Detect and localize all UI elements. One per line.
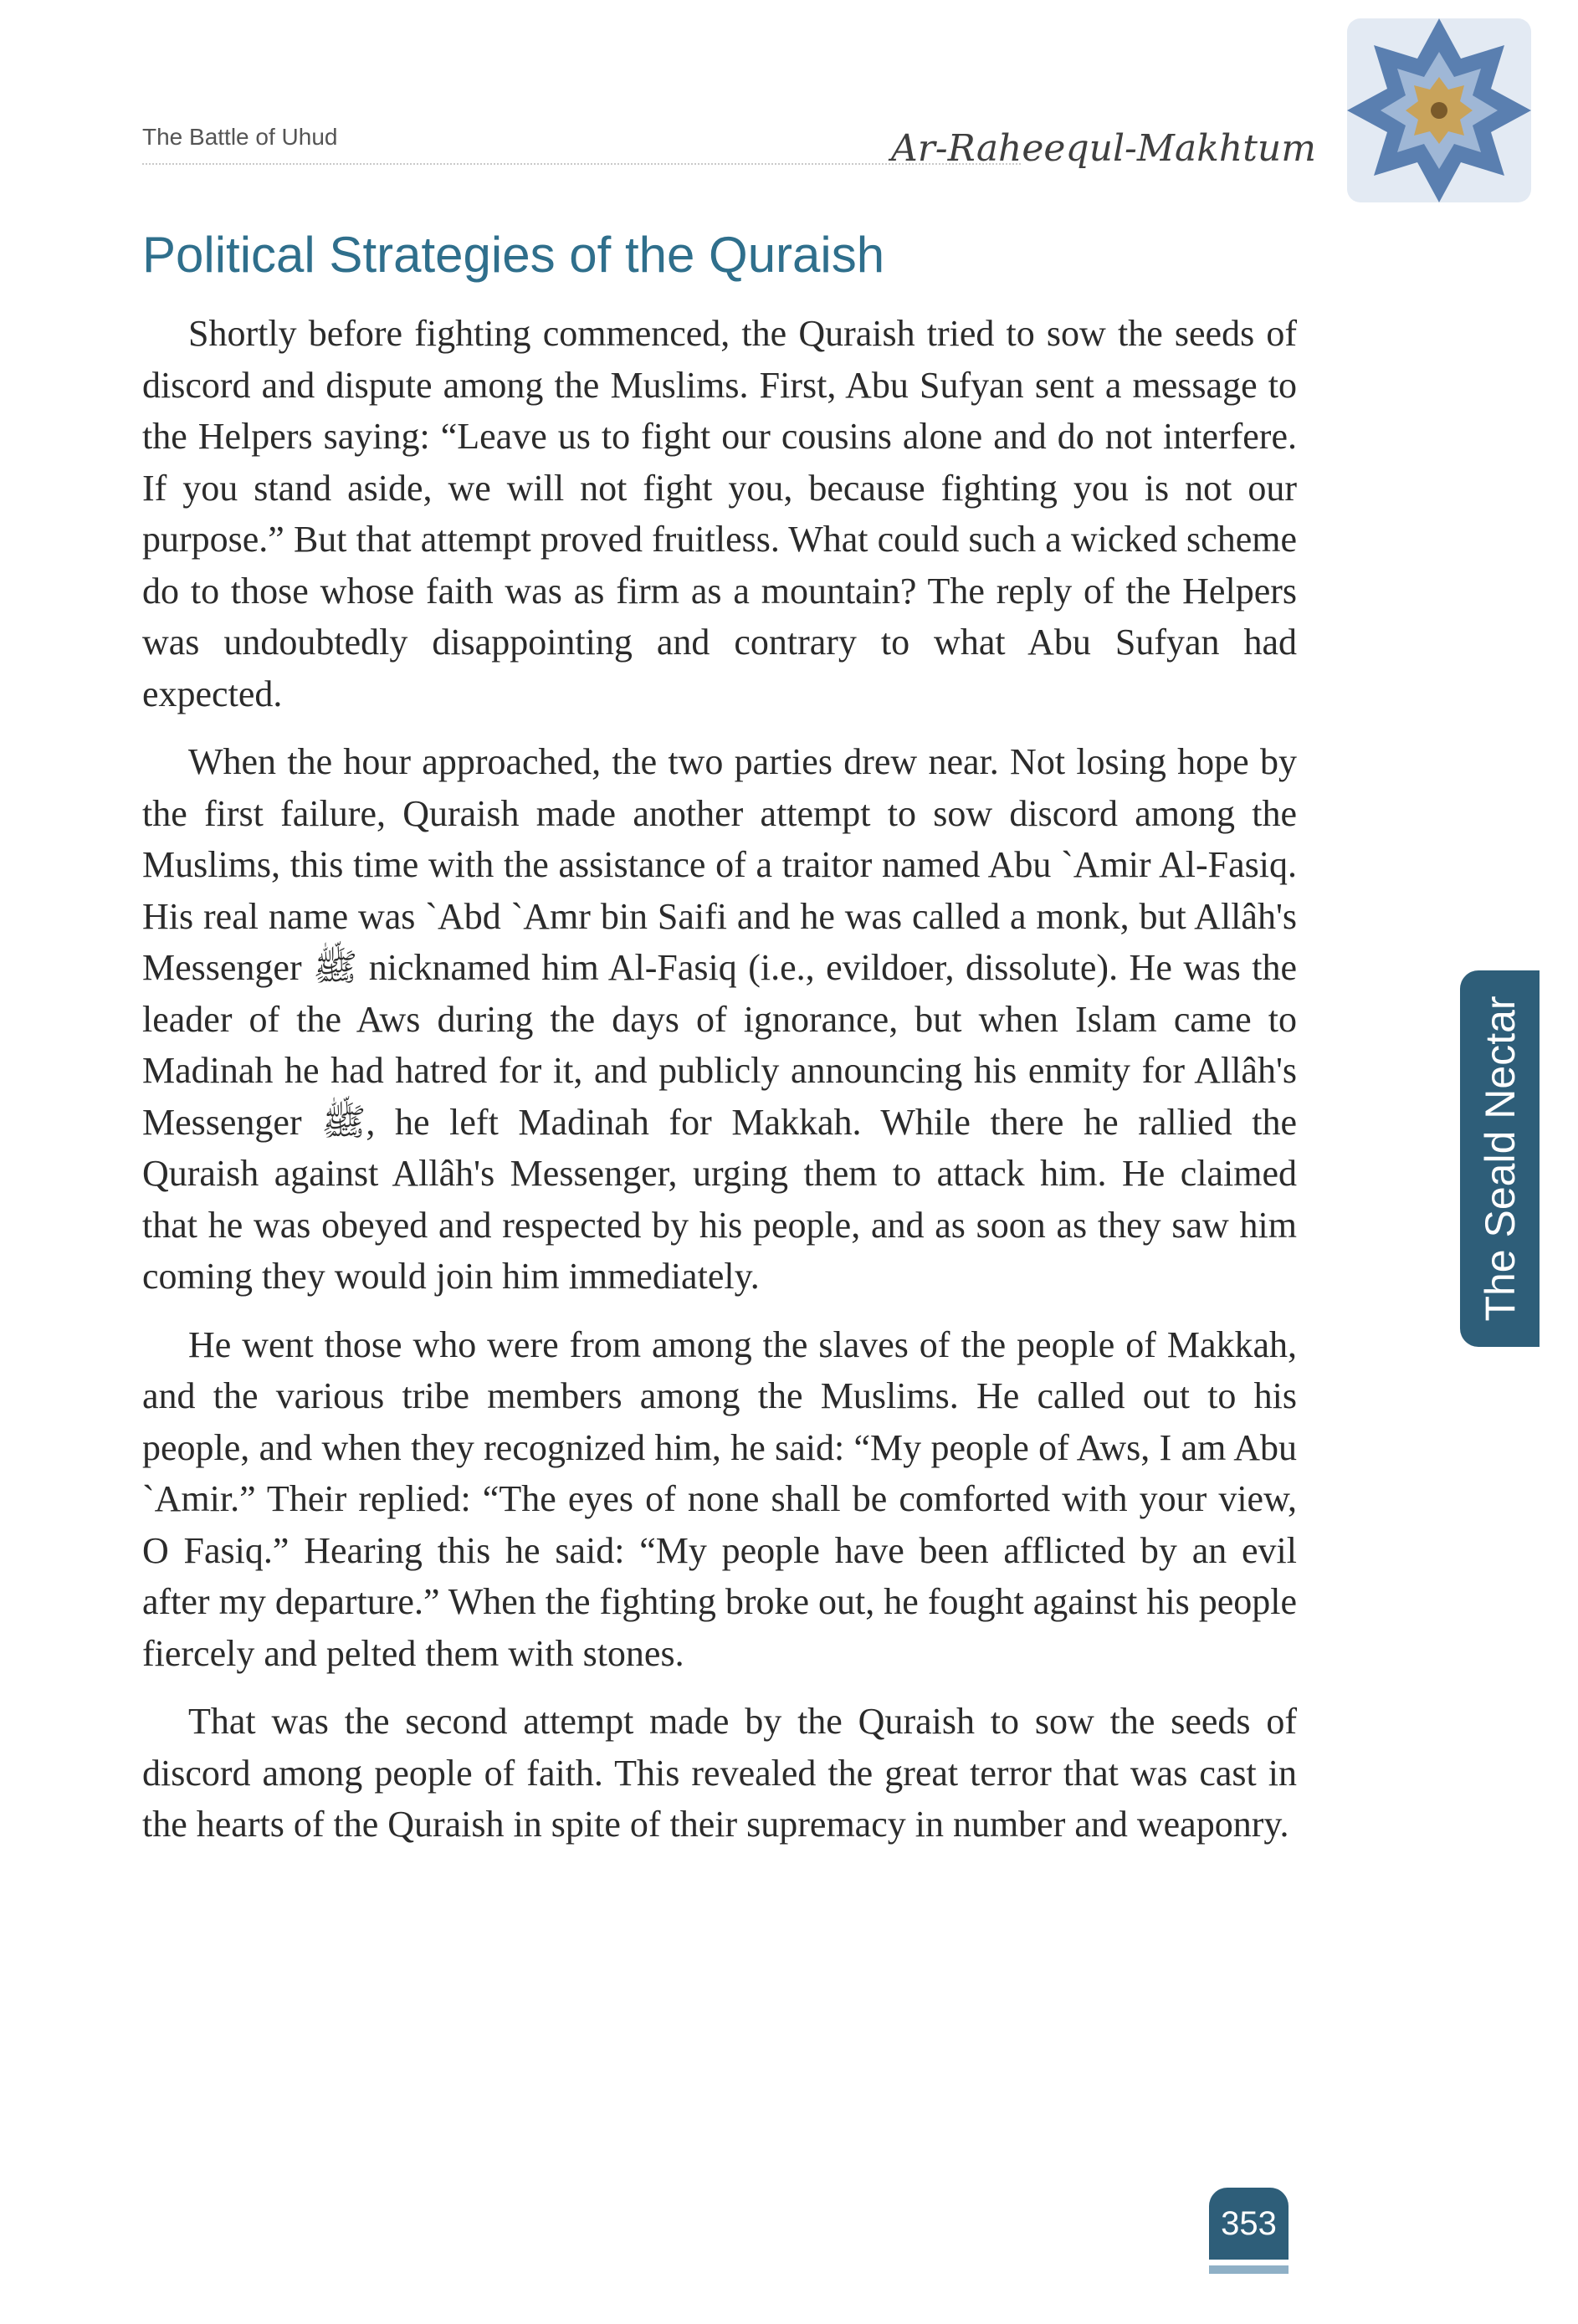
islamic-star-ornament-icon xyxy=(1339,10,1540,211)
paragraph: That was the second attempt made by the Quraish to sow the seeds of discord among people of faith. This revealed the great terror that was cast in the hearts of the Quraish in spite of their supremacy in number and weaponry. xyxy=(142,1701,1297,1845)
paragraph: When the hour approached, the two parties drew near. Not losing hope by the first failure, Quraish made another attempt to sow discord among the Muslims, this time with the assistance of a traitor named Abu `Amir Al-Fasiq. His real name was `Abd `Amr bin Saifi and he was called a monk, but Allâh's Messenger ﷺ nicknamed him Al-Fasiq (i.e., evildoer, dissolute). He was the leader of the Aws during the days of ignorance, but when Islam came to Madinah he had hatred for it, and publicly announcing his enmity for Allâh's Messenger ﷺ, he left Madinah for Makkah. While there he rallied the Quraish against Allâh's Messenger, urging them to attack him. He claimed that he was obeyed and respected by his people, and as soon as they saw him coming they would join him immediately. xyxy=(142,741,1298,1297)
header-divider xyxy=(142,163,1021,165)
running-header-book-title: Ar-Raheequl-Makhtum xyxy=(891,127,1316,170)
paragraph: He went those who were from among the slaves of the people of Makkah, and the various tribe members among the Muslims. He called out to his people, and when they recognized him, he said: “My people of Aws, I am Abu `Amir.” Their replied: “The eyes of none shall be comforted with your view, O Fasiq.” Hearing this he said: “My people have been afflicted by an evil after my departure.” When the fighting broke out, he fought against his people fiercely and pelted them with stones. xyxy=(142,1323,1297,1674)
page-number-underline xyxy=(1209,2265,1289,2274)
body-text xyxy=(142,308,1297,1867)
running-header-chapter: The Battle of Uhud xyxy=(142,124,338,150)
side-tab-label: The Seald Nectar xyxy=(1476,996,1524,1322)
page-number: 353 xyxy=(1209,2188,1289,2260)
paragraph: Shortly before fighting commenced, the Quraish tried to sow the seeds of discord and dispute among the Muslims. First, Abu Sufyan sent a message to the Helpers saying: “Leave us to fight our cousins alone and do not interfere. If you stand aside, we will not fight you, because fighting you is not our purpose.” But that attempt proved fruitless. What could such a wicked scheme do to those whose faith was as firm as a mountain? The reply of the Helpers was undoubtedly disappointing and contrary to what Abu Sufyan had expected. xyxy=(142,313,1297,714)
side-tab xyxy=(1460,970,1540,1347)
section-title: Political Strategies of the Quraish xyxy=(142,227,885,283)
